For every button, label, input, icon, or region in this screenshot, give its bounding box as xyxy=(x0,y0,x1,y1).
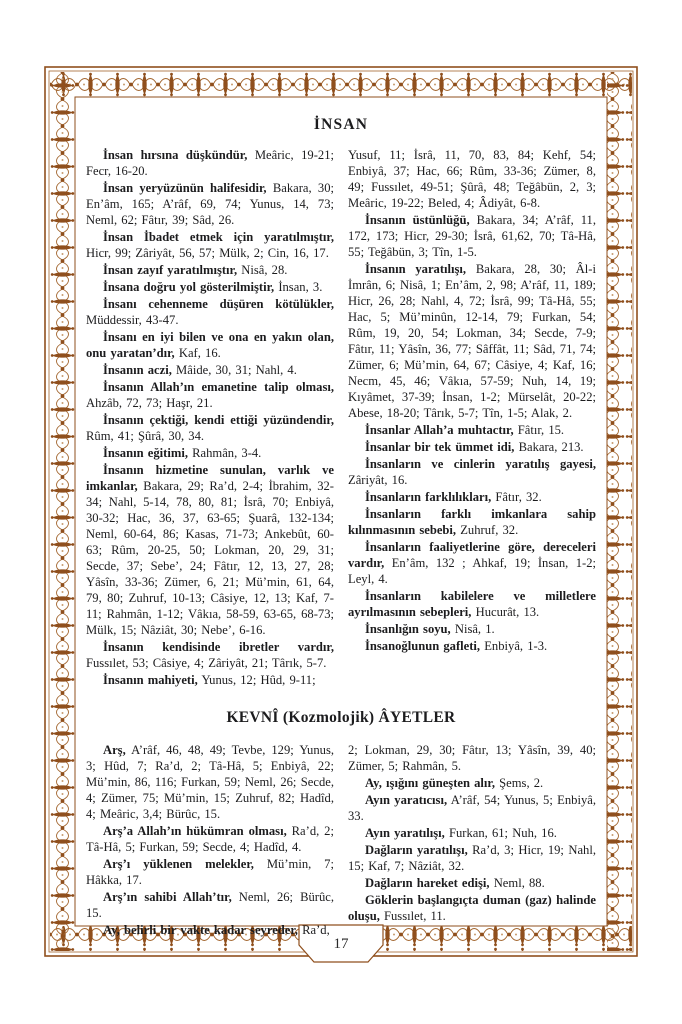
entry-references: A’râf, 54; Yunus, 5; Enbiyâ, 33. xyxy=(348,793,596,823)
entry-topic: İnsanlığın soyu, xyxy=(365,622,451,636)
entry-topic: İnsanın eğitimi, xyxy=(103,446,188,460)
entry-topic: İnsan hırsına düşkündür, xyxy=(103,148,248,162)
index-entry xyxy=(86,229,334,261)
index-entry xyxy=(86,279,334,295)
entry-references: Ra’d, xyxy=(297,923,330,937)
index-entry xyxy=(86,462,334,638)
entry-references: Ra’d, 3; Hicr, 19; Nahl, 15; Kaf, 7; Nâziât, 32. xyxy=(348,843,596,873)
index-entry xyxy=(348,588,596,620)
index-entry xyxy=(348,842,596,874)
entry-references: Rahmân, 3-4. xyxy=(187,446,262,460)
index-entry xyxy=(86,147,334,179)
entry-references: Fâtır, 15. xyxy=(513,423,565,437)
entry-topic: Ayın yaratıcısı, xyxy=(365,793,448,807)
entry-references: Kaf, 16. xyxy=(174,346,221,360)
entry-topic: İnsanın aczi, xyxy=(103,363,172,377)
index-entry xyxy=(86,329,334,361)
section-kevni-columns xyxy=(86,742,596,939)
entry-references: Mâide, 30, 31; Nahl, 4. xyxy=(171,363,297,377)
entry-references: Şems, 2. xyxy=(495,776,544,790)
entry-topic: İnsanın mahiyeti, xyxy=(103,673,198,687)
index-entry xyxy=(348,489,596,505)
entry-topic: Dağların yaratılışı, xyxy=(365,843,468,857)
entry-references: En’âm, 132 ; Ahkaf, 19; İnsan, 1-2; Leyl, 4. xyxy=(348,556,596,586)
index-entry xyxy=(348,875,596,891)
entry-references: Nisâ, 1. xyxy=(450,622,495,636)
entry-references: Bakara, 28, 30; Âl-i İmrân, 6; Nisâ, 1; En’âm, 2, 98; A’râf, 11, 189; Hicr, 26, 28; Nahl, 4, 72; İsrâ, 99; Tâ-Hâ, 55; Hac, 5; Mü’minûn, 12-14, 79; Furkan, 54; Rûm, 19, 20, 54; Lokman, 34; Secde, 7-9; Fâtır, 11; Yâsîn, 36, 77; Sâffât, 11; Sâd, 71, 74; Zümer, 6; Mü’min, 64, 67; Câsiye, 4; Kaf, 16; Necm, 45, 46; Vâkıa, 57-59; Nuh, 14, 19; Kıyâmet, 37-39; İnsan, 1-2; Mürselât, 20-22; Abese, 18-20; Târık, 5-7; Tîn, 1-5; Alak, 2. xyxy=(348,262,596,420)
entry-references: Fussılet, 53; Câsiye, 4; Zâriyât, 21; Târık, 5-7. xyxy=(86,656,327,670)
entry-references: Nisâ, 28. xyxy=(237,263,288,277)
entry-topic: İnsan İbadet etmek için yaratılmıştır, xyxy=(103,230,334,244)
column-right xyxy=(348,147,596,689)
entry-topic: İnsanın üstünlüğü, xyxy=(365,213,470,227)
index-entry xyxy=(348,621,596,637)
entry-topic: İnsanların kabilelere ve milletlere ayrılmasının sebepleri, xyxy=(348,589,596,619)
index-entry xyxy=(86,823,334,855)
entry-references: Bakara, 34; A’râf, 11, 172, 173; Hicr, 29-30; İsrâ, 61,62, 70; Tâ-Hâ, 55; Teğâbün, 3; Tîn, 1-5. xyxy=(348,213,596,259)
entry-topic: Arş, xyxy=(103,743,126,757)
entry-references: Bakara, 213. xyxy=(514,440,584,454)
entry-topic: Arş’ın sahibi Allah’tır, xyxy=(103,890,232,904)
entry-topic: İnsanı en iyi bilen ve ona en yakın olan, onu yaratan’dır, xyxy=(86,330,334,360)
index-entry xyxy=(348,775,596,791)
section-title-kevni: KEVNÎ (Kozmolojik) ÂYETLER xyxy=(226,709,456,726)
entry-references: Rûm, 41; Şûrâ, 30, 34. xyxy=(86,429,205,443)
index-entry xyxy=(348,792,596,824)
index-entry xyxy=(348,638,596,654)
column-left xyxy=(86,742,334,939)
entry-topic: İnsanlar bir tek ümmet idi, xyxy=(365,440,515,454)
entry-topic: İnsanlar Allah’a muhtactır, xyxy=(365,423,514,437)
index-entry xyxy=(348,742,596,774)
entry-references: Fâtır, 32. xyxy=(491,490,542,504)
entry-topic: İnsanların farklılıkları, xyxy=(365,490,492,504)
entry-references: 2; Lokman, 29, 30; Fâtır, 13; Yâsîn, 39, 40; Zümer, 5; Rahmân, 5. xyxy=(348,743,596,773)
entry-topic: Dağların hareket edişi, xyxy=(365,876,490,890)
column-right xyxy=(348,742,596,939)
entry-topic: İnsanı cehenneme düşüren kötülükler, xyxy=(103,297,334,311)
entry-references: Neml, 26; Bürûc, 15. xyxy=(86,890,334,920)
index-entry xyxy=(86,180,334,228)
entry-topic: İnsanların farklı imkanlara sahip kılınmasının sebebi, xyxy=(348,507,596,537)
entry-topic: İnsanın kendisinde ibretler vardır, xyxy=(103,640,334,654)
entry-references: Meâric, 19-21; Fecr, 16-20. xyxy=(86,148,334,178)
index-entry xyxy=(86,639,334,671)
entry-topic: İnsanın hizmetine sunulan, varlık ve imkanlar, xyxy=(86,463,334,493)
entry-references: Neml, 88. xyxy=(489,876,545,890)
entry-references: A’râf, 46, 48, 49; Tevbe, 129; Yunus, 3; Hûd, 7; Ra’d, 2; Tâ-Hâ, 5; Enbiyâ, 22; Mü’min, 86, 116; Furkan, 59; Neml, 26; Secde, 4; Zümer, 75; Mü’min, 15; Zuhruf, 82; Hadîd, 4; Meâric, 3,4; Bürûc, 15. xyxy=(86,743,334,821)
entry-references: Hucurât, 13. xyxy=(471,605,540,619)
entry-topic: İnsan yeryüzünün halifesidir, xyxy=(103,181,267,195)
entry-topic: Arş’ı yüklenen melekler, xyxy=(103,857,254,871)
entry-references: Ahzâb, 72, 73; Haşr, 21. xyxy=(86,396,213,410)
entry-topic: İnsanın Allah’ın emanetine talip olması, xyxy=(103,380,334,394)
entry-topic: İnsanoğlunun gafleti, xyxy=(365,639,481,653)
entry-topic: Ayın yaratılışı, xyxy=(365,826,445,840)
entry-topic: Ay, belirli bir vakte kadar seyreder, xyxy=(103,923,298,937)
page-number: 17 xyxy=(333,936,349,952)
section-insan-columns xyxy=(86,147,596,689)
index-entry xyxy=(86,856,334,888)
entry-references: Mü’min, 7; Hâkka, 17. xyxy=(86,857,334,887)
index-entry xyxy=(348,439,596,455)
index-entry xyxy=(348,147,596,211)
index-entry xyxy=(348,825,596,841)
index-entry xyxy=(348,539,596,587)
page-content xyxy=(76,98,606,937)
entry-topic: Göklerin başlangıçta duman (gaz) halinde oluşu, xyxy=(348,893,596,923)
index-entry xyxy=(86,379,334,411)
index-entry xyxy=(348,212,596,260)
entry-topic: Ay, ışığını güneşten alır, xyxy=(365,776,496,790)
index-entry xyxy=(86,412,334,444)
entry-topic: İnsan zayıf yaratılmıştır, xyxy=(103,263,238,277)
entry-topic: İnsanın yaratılışı, xyxy=(365,262,467,276)
index-entry xyxy=(86,672,334,688)
entry-references: Bakara, 30; En’âm, 165; A’râf, 69, 74; Yunus, 14, 73; Neml, 62; Fâtır, 39; Sâd, 26. xyxy=(86,181,334,227)
index-entry xyxy=(86,445,334,461)
index-entry xyxy=(86,889,334,921)
entry-references: Zuhruf, 32. xyxy=(456,523,519,537)
column-left xyxy=(86,147,334,689)
index-entry xyxy=(348,892,596,924)
entry-references: Fussılet, 11. xyxy=(379,909,446,923)
entry-references: Müddessir, 43-47. xyxy=(86,313,179,327)
entry-references: Yusuf, 11; İsrâ, 11, 70, 83, 84; Kehf, 54; Enbiyâ, 37; Hac, 66; Rûm, 33-36; Zümer, 8, 49; Fussılet, 49-51; Şûrâ, 48; Teğâbün, 2, 3; Meâric, 19-22; Beled, 4; Âdiyât, 6-8. xyxy=(348,148,596,210)
entry-topic: Arş’a Allah’ın hükümran olması, xyxy=(103,824,287,838)
entry-topic: İnsanların faaliyetlerine göre, dereceleri vardır, xyxy=(348,540,596,570)
index-entry xyxy=(86,742,334,822)
index-entry xyxy=(86,262,334,278)
entry-references: Bakara, 29; Ra’d, 2-4; İbrahim, 32-34; Nahl, 5-14, 78, 80, 81; İsrâ, 70; Enbiyâ, 30-32; Hac, 36, 37, 63-65; Şuarâ, 132-134; Neml, 60-64, 86; Kasas, 71-73; Ankebût, 60-63; Rûm, 20-25, 50; Lokman, 20, 29, 31; Secde, 37; Sebe’, 24; Fâtır, 12, 13, 27, 28; Yâsîn, 33-36; Zümer, 6, 21; Mü’min, 61, 64, 79, 80; Zuhruf, 10-13; Câsiye, 12, 13; Kaf, 7-11; Rahmân, 1-12; Vâkıa, 58-59, 63-65, 68-73; Mülk, 15; Nâziât, 30; Nebe’, 6-16. xyxy=(86,479,334,637)
entry-references: Yunus, 12; Hûd, 9-11; xyxy=(197,673,316,687)
entry-references: Hicr, 99; Zâriyât, 56, 57; Mülk, 2; Cin, 16, 17. xyxy=(86,246,329,260)
entry-references: Ra’d, 2; Tâ-Hâ, 5; Furkan, 59; Secde, 4; Hadîd, 4. xyxy=(86,824,334,854)
index-entry xyxy=(86,296,334,328)
index-entry xyxy=(348,422,596,438)
entry-topic: İnsanın çektiği, kendi ettiği yüzündendir, xyxy=(103,413,334,427)
entry-references: Zâriyât, 16. xyxy=(348,473,408,487)
index-entry xyxy=(348,506,596,538)
index-entry xyxy=(348,261,596,421)
entry-references: Enbiyâ, 1-3. xyxy=(480,639,548,653)
entry-references: Furkan, 61; Nuh, 16. xyxy=(444,826,557,840)
index-entry xyxy=(348,456,596,488)
section-title-insan: İNSAN xyxy=(313,116,369,133)
entry-topic: İnsanların ve cinlerin yaratılış gayesi, xyxy=(365,457,596,471)
index-entry xyxy=(86,362,334,378)
entry-references: İnsan, 3. xyxy=(274,280,323,294)
entry-topic: İnsana doğru yol gösterilmiştir, xyxy=(103,280,275,294)
